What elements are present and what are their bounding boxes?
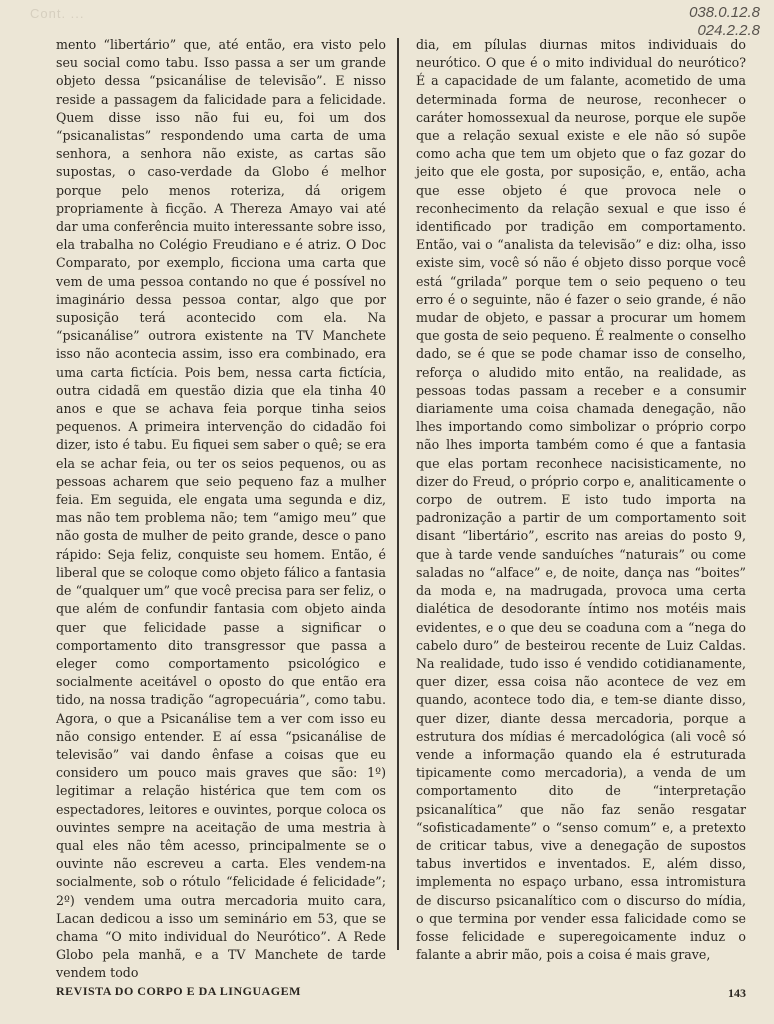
column-divider-rule (397, 38, 399, 950)
faint-handwritten-mark: Cont. ... (30, 6, 85, 21)
archive-reference-mark (689, 4, 760, 40)
left-text-column (56, 36, 386, 983)
left-column-paragraph: mento “libertário” que, até então, era visto pelo seu social como tabu. Isso passa a ser um grande objeto dessa “psicanálise de televisão”. E nisso reside a passagem da falicidade para a felicidade. Quem disse isso não fui eu, foi um dos “psicanalistas” respondendo uma carta de uma senhora, a senhora não existe, as cartas são supostas, o caso-verdade da Globo é melhor porque pelo menos roteriza, dá origem propriamente à ficção. A Thereza Amayo vai até dar uma conferência muito interessante sobre isso, ela trabalha no Colégio Freudiano e é atriz. O Doc Comparato, por exemplo, ficciona uma carta que vem de uma pessoa contando no que é possível no imaginário dessa pessoa contar, algo que por suposição terá acontecido com ela. Na “psicanálise” outrora existente na TV Manchete isso não acontecia assim, isso era combinado, era uma carta fictícia. Pois bem, nessa carta fictícia, outra cidadã em questão dizia que ela tinha 40 anos e que se achava feia porque tinha seios pequenos. A primeira intervenção do cidadão foi dizer, isto é tabu. Eu fiquei sem saber o quê; se era ela se achar feia, ou ter os seios pequenos, ou as pessoas acharem que seio pequeno faz a mulher feia. Em seguida, ele engata uma segunda e diz, mas não tem problema não; tem “amigo meu” que não gosta de mulher de peito grande, desce o pano rápido: Seja feliz, conquiste seu homem. Então, é liberal que se coloque como objeto fálico a fantasia de “qualquer um” que você precisa para ser feliz, o que além de confundir fantasia com objeto ainda quer que felicidade passe a significar o comportamento dito transgressor que passa a eleger como comportamento psicológico e socialmente aceitável o oposto do que então era tido, na nossa tradição “agropecuária”, como tabu. Agora, o que a Psicanálise tem a ver com isso eu não consigo entender. E aí essa “psicanálise de televisão” vai dando ênfase a coisas que eu considero um pouco mais graves que são: 1º) legitimar a relação histérica que tem com os espectadores, leitores e ouvintes, porque coloca os ouvintes sempre na aceitação de uma mestria à qual eles não têm acesso, principalmente se o ouvinte não escreveu a carta. Eles vendem-na socialmente, sob o rótulo “felicidade é felicidade”; 2º) vendem uma outra mercadoria muito cara, Lacan dedicou a isso um seminário em 53, que se chama “O mito individual do Neurótico”. A Rede Globo pela manhã, e a TV Manchete de tarde vendem todo (56, 37, 386, 981)
page-number: 143 (728, 986, 746, 1000)
archive-mark-line2: 024.2.2.8 (697, 22, 760, 39)
journal-title: REVISTA DO CORPO E DA LINGUAGEM (56, 984, 301, 998)
archive-mark-line1: 038.0.12.8 (689, 4, 760, 21)
right-column-paragraph: dia, em pílulas diurnas mitos individuais do neurótico. O que é o mito individual do neurótico? É a capacidade de um falante, acometido de uma determinada forma de neurose, reconhecer o caráter homossexual da neurose, porque ele supõe que a relação sexual existe e ele não só supõe como acha que tem um objeto que o faz gozar do jeito que ele gosta, por suposição, e, então, acha que esse objeto é que provoca nele o reconhecimento da relação sexual e que isso é identificado por tradição em comportamento. Então, vai o “analista da televisão” e diz: olha, isso existe sim, você só não é objeto disso porque você está “grilada” porque tem o seio pequeno o teu erro é o seguinte, não é fazer o seio grande, é não mudar de objeto, e passar a procurar um homem que gosta de seio pequeno. É realmente o conselho dado, se é que se pode chamar isso de conselho, reforça o aludido mito então, na realidade, as pessoas todas passam a receber e a consumir diariamente uma coisa chamada denegação, não lhes importando como simbolizar o próprio corpo não lhes importa também como é que a fantasia que elas portam reconhece nacisisticamente, no dizer do Freud, o próprio corpo e, analiticamente o corpo de outrem. E isto tudo importa na padronização a partir de um comportamento soit disant “libertário”, escrito nas areias do posto 9, que à tarde vende sanduíches “naturais” ou come saladas no “alface” e, de noite, dança nas “boites” da moda e, na madrugada, provoca uma certa dialética de desodorante íntimo nos motéis mais evidentes, e o que deu se coaduna com a “nega do cabelo duro” de besteirou recente de Luiz Caldas. Na realidade, tudo isso é vendido cotidianamente, quer dizer, essa coisa não acontece de vez em quando, acontece todo dia, e tem-se diante disso, quer dizer, diante dessa mercadoria, porque a estrutura dos mídias é mercadológica (ali você só vende a informação quando ela é estruturada tipicamente como mercadoria), a venda de um comportamento dito de “interpretação psicanalítica” que não faz senão resgatar “sofisticadamente” o “senso comum” e, a pretexto de criticar tabus, vive a denegação de supostos tabus invertidos e inventados. E, além disso, implementa no espaço urbano, essa intromistura de discurso psicanalítico com o discurso do mídia, o que termina por vender essa falicidade como se fosse felicidade e superegoicamente induz o falante a abrir mão, pois a coisa é mais grave, (416, 37, 746, 963)
right-text-column (416, 36, 746, 964)
